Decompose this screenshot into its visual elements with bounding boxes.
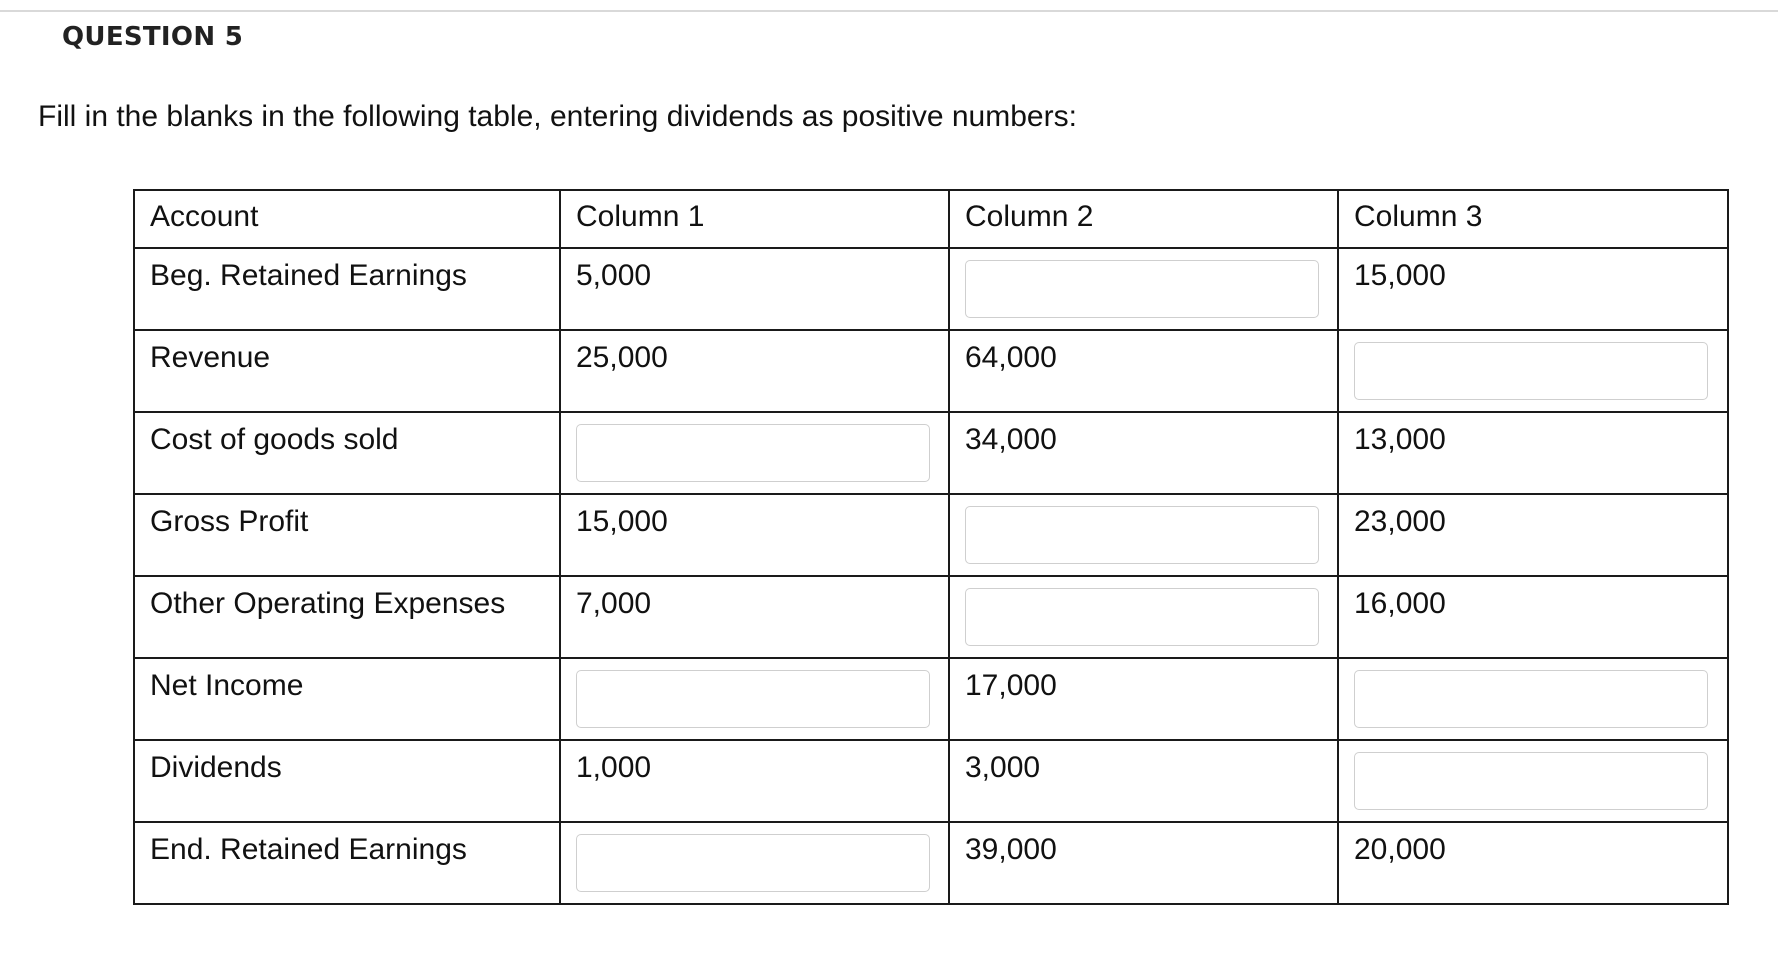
header-column-2: Column 2 (949, 190, 1338, 248)
header-column-3: Column 3 (1338, 190, 1728, 248)
question-instructions: Fill in the blanks in the following table, entering dividends as positive numbers: (38, 100, 1077, 133)
net-income-column-1-input[interactable] (576, 670, 930, 728)
table-row-gross-profit (134, 494, 1728, 576)
cell-value: 20,000 (1338, 822, 1728, 904)
cell-value: 16,000 (1338, 576, 1728, 658)
cell-input-wrapper (560, 658, 949, 740)
cell-value: 15,000 (560, 494, 949, 576)
cell-input-wrapper (1338, 658, 1728, 740)
table-row-cost-of-goods-sold (134, 412, 1728, 494)
header-column-1: Column 1 (560, 190, 949, 248)
account-label: Revenue (134, 330, 560, 412)
table-row-net-income (134, 658, 1728, 740)
beg-retained-earnings-column-2-input[interactable] (965, 260, 1319, 318)
cell-value: 13,000 (1338, 412, 1728, 494)
cell-value: 23,000 (1338, 494, 1728, 576)
cell-input-wrapper (1338, 740, 1728, 822)
net-income-column-3-input[interactable] (1354, 670, 1708, 728)
question-title: QUESTION 5 (62, 22, 244, 52)
cell-value: 7,000 (560, 576, 949, 658)
retained-earnings-table (133, 189, 1729, 905)
cell-value: 64,000 (949, 330, 1338, 412)
cell-value: 3,000 (949, 740, 1338, 822)
cell-value: 39,000 (949, 822, 1338, 904)
header-account: Account (134, 190, 560, 248)
cell-value: 34,000 (949, 412, 1338, 494)
cell-value: 25,000 (560, 330, 949, 412)
account-label: Gross Profit (134, 494, 560, 576)
cell-input-wrapper (949, 576, 1338, 658)
top-divider (0, 10, 1778, 12)
cell-input-wrapper (949, 248, 1338, 330)
table-row-end-retained-earnings (134, 822, 1728, 904)
table-row-dividends (134, 740, 1728, 822)
table-row-beg-retained-earnings (134, 248, 1728, 330)
end-retained-earnings-column-1-input[interactable] (576, 834, 930, 892)
cell-input-wrapper (949, 494, 1338, 576)
other-operating-expenses-column-2-input[interactable] (965, 588, 1319, 646)
cell-value: 15,000 (1338, 248, 1728, 330)
account-label: Other Operating Expenses (134, 576, 560, 658)
cell-value: 1,000 (560, 740, 949, 822)
cost-of-goods-sold-column-1-input[interactable] (576, 424, 930, 482)
dividends-column-3-input[interactable] (1354, 752, 1708, 810)
account-label: Cost of goods sold (134, 412, 560, 494)
account-label: Beg. Retained Earnings (134, 248, 560, 330)
account-label: Net Income (134, 658, 560, 740)
revenue-column-3-input[interactable] (1354, 342, 1708, 400)
cell-input-wrapper (560, 822, 949, 904)
table-header-row (134, 190, 1728, 248)
table-row-revenue (134, 330, 1728, 412)
account-label: End. Retained Earnings (134, 822, 560, 904)
account-label: Dividends (134, 740, 560, 822)
cell-value: 17,000 (949, 658, 1338, 740)
cell-input-wrapper (560, 412, 949, 494)
cell-input-wrapper (1338, 330, 1728, 412)
table-row-other-operating-expenses (134, 576, 1728, 658)
cell-value: 5,000 (560, 248, 949, 330)
gross-profit-column-2-input[interactable] (965, 506, 1319, 564)
